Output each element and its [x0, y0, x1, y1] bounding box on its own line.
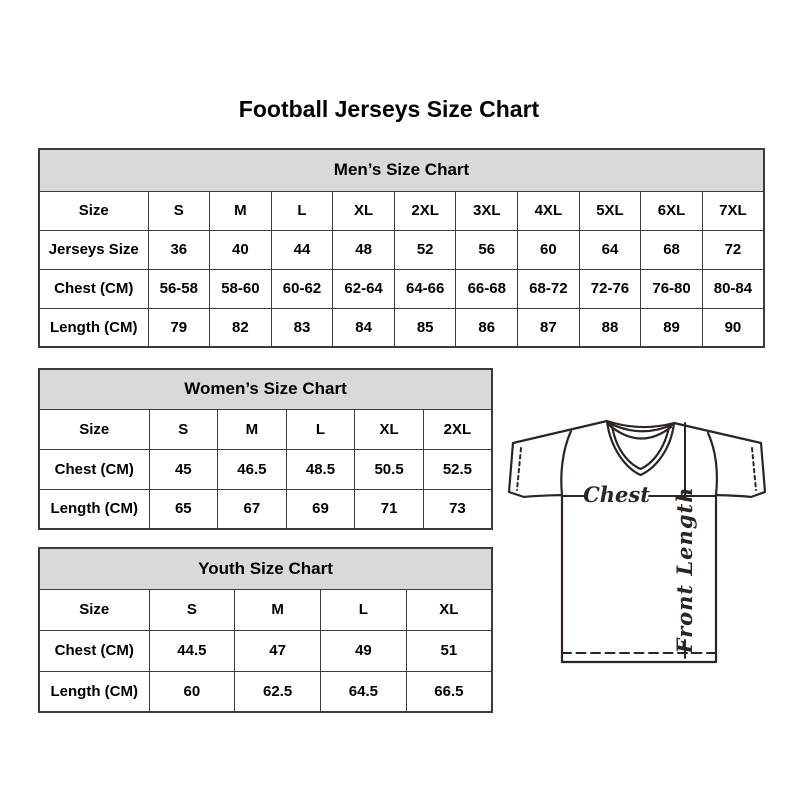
table-cell: 89 [641, 308, 703, 347]
table-cell: 76-80 [641, 269, 703, 308]
table-cell: 48 [333, 230, 395, 269]
chest-label: Chest [583, 482, 650, 507]
table-cell: 58-60 [210, 269, 272, 308]
front-length-label: Front Length [672, 486, 697, 654]
table-title: Men’s Size Chart [39, 149, 764, 191]
table-row [39, 191, 764, 230]
table-cell: L [286, 409, 355, 449]
table-title: Women’s Size Chart [39, 369, 492, 409]
table-cell: 62-64 [333, 269, 395, 308]
table-row [39, 589, 492, 630]
table-cell: 44 [271, 230, 333, 269]
table-cell: 71 [355, 489, 424, 529]
table-cell: 52 [394, 230, 456, 269]
table-cell: 72 [702, 230, 764, 269]
row-label: Jerseys Size [39, 230, 148, 269]
table-cell: M [210, 191, 272, 230]
table-cell: 82 [210, 308, 272, 347]
table-cell: 62.5 [235, 671, 321, 712]
table-row [39, 409, 492, 449]
table-cell: 3XL [456, 191, 518, 230]
table-cell: 44.5 [149, 630, 235, 671]
youth-size-table [38, 547, 493, 713]
row-label: Size [39, 589, 149, 630]
table-cell: XL [355, 409, 424, 449]
row-label: Chest (CM) [39, 269, 148, 308]
table-cell: 68-72 [518, 269, 580, 308]
table-cell: M [235, 589, 321, 630]
table-cell: 88 [579, 308, 641, 347]
table-cell: L [271, 191, 333, 230]
table-cell: 60 [149, 671, 235, 712]
table-cell: M [218, 409, 287, 449]
table-cell: 36 [148, 230, 210, 269]
table-title-row [39, 369, 492, 409]
table-cell: 72-76 [579, 269, 641, 308]
table-cell: 84 [333, 308, 395, 347]
table-cell: 46.5 [218, 449, 287, 489]
table-cell: 50.5 [355, 449, 424, 489]
table-cell: 65 [149, 489, 218, 529]
table-cell: 7XL [702, 191, 764, 230]
table-cell: 47 [235, 630, 321, 671]
mens-size-table [38, 148, 765, 348]
table-row [39, 449, 492, 489]
table-row [39, 630, 492, 671]
row-label: Chest (CM) [39, 630, 149, 671]
row-label: Length (CM) [39, 489, 149, 529]
womens-size-table [38, 368, 493, 530]
table-cell: 48.5 [286, 449, 355, 489]
row-label: Length (CM) [39, 671, 149, 712]
table-cell: 2XL [394, 191, 456, 230]
table-cell: 56 [456, 230, 518, 269]
table-cell: 56-58 [148, 269, 210, 308]
table-cell: XL [333, 191, 395, 230]
row-label: Chest (CM) [39, 449, 149, 489]
table-cell: S [149, 409, 218, 449]
table-cell: 73 [423, 489, 492, 529]
table-row [39, 269, 764, 308]
table-cell: L [321, 589, 407, 630]
table-title: Youth Size Chart [39, 548, 492, 589]
table-cell: S [148, 191, 210, 230]
table-row [39, 489, 492, 529]
table-row [39, 230, 764, 269]
table-cell: 40 [210, 230, 272, 269]
table-title-row [39, 149, 764, 191]
table-cell: 52.5 [423, 449, 492, 489]
table-cell: 49 [321, 630, 407, 671]
table-row [39, 308, 764, 347]
table-cell: 66.5 [406, 671, 492, 712]
table-cell: 60 [518, 230, 580, 269]
table-cell: 6XL [641, 191, 703, 230]
table-cell: 66-68 [456, 269, 518, 308]
table-row [39, 671, 492, 712]
jersey-diagram [498, 405, 790, 677]
row-label: Size [39, 191, 148, 230]
table-cell: 2XL [423, 409, 492, 449]
table-cell: 80-84 [702, 269, 764, 308]
table-cell: 64-66 [394, 269, 456, 308]
table-cell: S [149, 589, 235, 630]
table-cell: 83 [271, 308, 333, 347]
table-cell: 90 [702, 308, 764, 347]
table-title-row [39, 548, 492, 589]
page-title: Football Jerseys Size Chart [238, 96, 540, 122]
table-cell: 64.5 [321, 671, 407, 712]
jersey-outline [509, 421, 765, 662]
row-label: Length (CM) [39, 308, 148, 347]
table-cell: 60-62 [271, 269, 333, 308]
table-cell: 4XL [518, 191, 580, 230]
table-cell: 68 [641, 230, 703, 269]
table-cell: XL [406, 589, 492, 630]
table-cell: 87 [518, 308, 580, 347]
table-cell: 69 [286, 489, 355, 529]
table-cell: 85 [394, 308, 456, 347]
table-cell: 51 [406, 630, 492, 671]
table-cell: 79 [148, 308, 210, 347]
table-cell: 64 [579, 230, 641, 269]
row-label: Size [39, 409, 149, 449]
table-cell: 45 [149, 449, 218, 489]
table-cell: 5XL [579, 191, 641, 230]
table-cell: 86 [456, 308, 518, 347]
table-cell: 67 [218, 489, 287, 529]
